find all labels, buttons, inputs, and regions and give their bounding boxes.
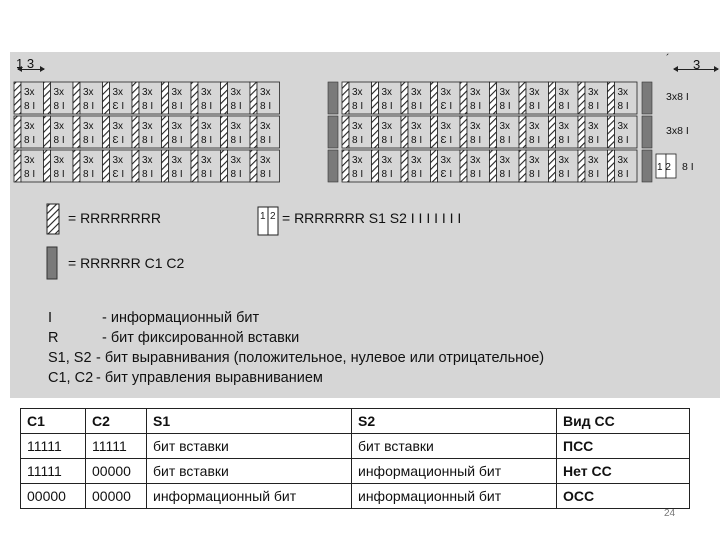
fixed-stuff-block bbox=[490, 82, 497, 114]
cell-label-bottom: Ɛ I bbox=[112, 101, 125, 112]
cell-label-bottom: 8 I bbox=[381, 169, 393, 180]
table-row bbox=[21, 434, 690, 459]
cell-label-top: 3x bbox=[201, 155, 212, 166]
fixed-stuff-block bbox=[460, 116, 467, 148]
control-bit-block bbox=[642, 116, 652, 148]
cell-label-bottom: 8 I bbox=[529, 135, 541, 146]
control-bit-block bbox=[642, 150, 652, 182]
cell-label-top: 3x bbox=[529, 87, 540, 98]
header-s1: S1 bbox=[147, 409, 352, 434]
control-bit-block bbox=[328, 150, 338, 182]
cell-s1: бит вставки bbox=[147, 459, 352, 484]
cell-label-bottom: 8 I bbox=[171, 135, 183, 146]
fixed-stuff-block bbox=[73, 116, 80, 148]
cell-label-bottom: 8 I bbox=[529, 169, 541, 180]
cell-label-bottom: 8 I bbox=[470, 135, 482, 146]
cell-label-top: 3x bbox=[142, 121, 153, 132]
cell-label-top: 3x bbox=[470, 87, 481, 98]
cell-label-top: 3x bbox=[499, 87, 511, 98]
cell-label-bottom: 8 I bbox=[24, 135, 36, 146]
cell-label-bottom: Ɛ I bbox=[112, 135, 125, 146]
cell-label-bottom: 8 I bbox=[201, 101, 213, 112]
table-row bbox=[21, 459, 690, 484]
cell-label-top: 3x bbox=[381, 87, 393, 98]
cell-label-bottom: 8 I bbox=[411, 135, 423, 146]
legend-gray-label: = RRRRRR C1 C2 bbox=[68, 255, 185, 271]
cell-label-top: 3x bbox=[529, 155, 540, 166]
cell-label-top: 3x bbox=[53, 87, 65, 98]
note-key: I bbox=[48, 310, 53, 326]
cell-label-top: 3x bbox=[352, 87, 363, 98]
cell-label-bottom: 8 I bbox=[230, 101, 242, 112]
cell-label-bottom: 8 I bbox=[230, 169, 242, 180]
cell-label-top: 3x bbox=[260, 87, 271, 98]
fixed-stuff-block bbox=[103, 116, 110, 148]
fixed-stuff-block bbox=[342, 150, 349, 182]
cell-label-top: 3x bbox=[411, 155, 422, 166]
cell-label-top: 3x bbox=[470, 121, 481, 132]
table-header-row bbox=[21, 409, 690, 434]
fixed-stuff-block bbox=[73, 82, 80, 114]
cell-label-bottom: 8 I bbox=[499, 169, 511, 180]
cell-label-top: 3x bbox=[588, 155, 599, 166]
legend-hatched-swatch bbox=[47, 204, 59, 234]
cell-label-top: 3x bbox=[112, 87, 124, 98]
cell-s2: информационный бит bbox=[352, 484, 557, 509]
cell-label-top: 3x bbox=[381, 121, 393, 132]
fixed-stuff-block bbox=[250, 150, 257, 182]
cell-label-bottom: 8 I bbox=[53, 101, 65, 112]
fixed-stuff-block bbox=[490, 150, 497, 182]
fixed-stuff-block bbox=[14, 150, 21, 182]
fixed-stuff-block bbox=[460, 82, 467, 114]
cell-label-bottom: Ɛ I bbox=[440, 169, 453, 180]
legend-gray-swatch bbox=[47, 247, 57, 279]
cell-label-top: 3x bbox=[24, 87, 35, 98]
fixed-stuff-block bbox=[372, 116, 379, 148]
legend-pair-label: = RRRRRRR S1 S2 I I I I I I I bbox=[282, 210, 462, 226]
cell-label-bottom: 8 I bbox=[529, 101, 541, 112]
row-end-label: 8 I bbox=[682, 161, 694, 173]
cell-label-top: 3x bbox=[470, 155, 481, 166]
fixed-stuff-block bbox=[162, 82, 169, 114]
cell-label-top: 3x bbox=[352, 121, 363, 132]
fixed-stuff-block bbox=[73, 150, 80, 182]
cell-label-bottom: 8 I bbox=[201, 135, 213, 146]
cell-label-bottom: 8 I bbox=[588, 135, 600, 146]
cell-label-bottom: 8 I bbox=[260, 101, 272, 112]
cell-label-bottom: 8 I bbox=[142, 135, 154, 146]
cell-label-bottom: 8 I bbox=[352, 135, 364, 146]
fixed-stuff-block bbox=[519, 82, 526, 114]
cell-label-bottom: 8 I bbox=[53, 169, 65, 180]
fixed-stuff-block bbox=[221, 150, 228, 182]
cell-label-bottom: 8 I bbox=[201, 169, 213, 180]
cell-label-bottom: 8 I bbox=[260, 135, 272, 146]
fixed-stuff-block bbox=[549, 82, 556, 114]
cell-label-bottom: 8 I bbox=[83, 101, 95, 112]
cell-label-top: 3x bbox=[201, 121, 212, 132]
cell-label-bottom: Ɛ I bbox=[112, 169, 125, 180]
note-text: - бит выравнивания (положительное, нулевое или отрицательное) bbox=[96, 350, 545, 366]
cell-label-bottom: 8 I bbox=[499, 135, 511, 146]
cell-label-top: 3x bbox=[617, 87, 629, 98]
note-key: R bbox=[48, 330, 59, 346]
control-bit-block bbox=[328, 116, 338, 148]
cell-label-top: 3x bbox=[440, 121, 452, 132]
fixed-stuff-block bbox=[372, 82, 379, 114]
cell-s1: бит вставки bbox=[147, 434, 352, 459]
cell-label-top: 3x bbox=[411, 87, 422, 98]
cell-label-top: 3x bbox=[24, 155, 35, 166]
fixed-stuff-block bbox=[103, 150, 110, 182]
fixed-stuff-block bbox=[431, 82, 438, 114]
cell-s1: информационный бит bbox=[147, 484, 352, 509]
fixed-stuff-block bbox=[191, 116, 198, 148]
cell-label-top: 3x bbox=[142, 155, 153, 166]
cell-label-top: 3x bbox=[588, 87, 599, 98]
cell-label-top: 3x bbox=[112, 121, 124, 132]
legend-hatched-label: = RRRRRRRR bbox=[68, 210, 161, 226]
cell-type: Нет СС bbox=[557, 459, 690, 484]
cell-label-bottom: 8 I bbox=[352, 169, 364, 180]
cell-label-top: 3x bbox=[142, 87, 153, 98]
svg-text:2: 2 bbox=[270, 211, 276, 222]
cell-label-bottom: 8 I bbox=[352, 101, 364, 112]
fixed-stuff-block bbox=[578, 116, 585, 148]
span-right-tick: ´ bbox=[666, 53, 670, 65]
cell-label-top: 3x bbox=[53, 155, 65, 166]
fixed-stuff-block bbox=[14, 116, 21, 148]
cell-label-top: 3x bbox=[411, 121, 422, 132]
cell-label-bottom: 8 I bbox=[588, 169, 600, 180]
fixed-stuff-block bbox=[578, 150, 585, 182]
cell-label-top: 3x bbox=[617, 121, 629, 132]
cell-label-top: 3x bbox=[260, 121, 271, 132]
cell-type: ПСС bbox=[557, 434, 690, 459]
cell-label-top: 3x bbox=[558, 87, 570, 98]
fixed-stuff-block bbox=[250, 82, 257, 114]
fixed-stuff-block bbox=[221, 82, 228, 114]
fixed-stuff-block bbox=[221, 116, 228, 148]
cell-label-bottom: 8 I bbox=[83, 135, 95, 146]
span-right-label: 3 bbox=[693, 57, 701, 72]
cell-label-bottom: 8 I bbox=[171, 101, 183, 112]
cell-label-bottom: 8 I bbox=[588, 101, 600, 112]
cell-label-bottom: 8 I bbox=[558, 135, 570, 146]
fixed-stuff-block bbox=[549, 150, 556, 182]
cell-label-top: 3x bbox=[171, 121, 183, 132]
fixed-stuff-block bbox=[44, 116, 51, 148]
cell-label-top: 3x bbox=[529, 121, 540, 132]
cell-label-top: 3x bbox=[588, 121, 599, 132]
cell-c1: 11111 bbox=[21, 434, 86, 459]
cell-label-top: 3x bbox=[440, 155, 452, 166]
cell-label-top: 3x bbox=[83, 155, 94, 166]
fixed-stuff-block bbox=[250, 116, 257, 148]
cell-label-top: 3x bbox=[83, 87, 94, 98]
svg-text:1: 1 bbox=[260, 211, 266, 222]
cell-label-top: 3x bbox=[617, 155, 629, 166]
fixed-stuff-block bbox=[608, 150, 615, 182]
fixed-stuff-block bbox=[162, 116, 169, 148]
fixed-stuff-block bbox=[191, 82, 198, 114]
row-end-pair-label: 1 2 bbox=[657, 162, 671, 173]
cell-label-top: 3x bbox=[352, 155, 363, 166]
fixed-stuff-block bbox=[372, 150, 379, 182]
header-s2: S2 bbox=[352, 409, 557, 434]
table-row bbox=[21, 484, 690, 509]
note-key: S1, S2 bbox=[48, 350, 92, 366]
fixed-stuff-block bbox=[519, 116, 526, 148]
fixed-stuff-block bbox=[401, 82, 408, 114]
fixed-stuff-block bbox=[578, 82, 585, 114]
cell-label-bottom: 8 I bbox=[558, 101, 570, 112]
cell-label-bottom: 8 I bbox=[260, 169, 272, 180]
fixed-stuff-block bbox=[342, 82, 349, 114]
fixed-stuff-block bbox=[401, 116, 408, 148]
cell-label-bottom: 8 I bbox=[470, 101, 482, 112]
fixed-stuff-block bbox=[44, 150, 51, 182]
page-number: 24 bbox=[664, 508, 676, 519]
fixed-stuff-block bbox=[342, 116, 349, 148]
fixed-stuff-block bbox=[44, 82, 51, 114]
cell-label-top: 3x bbox=[499, 121, 511, 132]
fixed-stuff-block bbox=[103, 82, 110, 114]
cell-label-top: 3x bbox=[230, 121, 242, 132]
header-c1: C1 bbox=[21, 409, 86, 434]
note-text: - бит управления выравниванием bbox=[96, 370, 323, 386]
cell-c2: 00000 bbox=[86, 484, 147, 509]
fixed-stuff-block bbox=[431, 116, 438, 148]
cell-label-bottom: Ɛ I bbox=[440, 135, 453, 146]
span-left-label: 1 3 bbox=[16, 56, 35, 71]
cell-label-top: 3x bbox=[230, 155, 242, 166]
cell-label-bottom: 8 I bbox=[83, 169, 95, 180]
frame-structure-panel bbox=[10, 52, 720, 398]
cell-label-bottom: 8 I bbox=[499, 101, 511, 112]
cell-label-bottom: 8 I bbox=[142, 101, 154, 112]
header-type: Вид СС bbox=[557, 409, 690, 434]
cell-label-bottom: 8 I bbox=[411, 169, 423, 180]
cell-label-bottom: 8 I bbox=[617, 101, 629, 112]
cell-label-top: 3x bbox=[201, 87, 212, 98]
cell-label-bottom: 8 I bbox=[411, 101, 423, 112]
fixed-stuff-block bbox=[608, 82, 615, 114]
cell-s2: информационный бит bbox=[352, 459, 557, 484]
legend-pair-box bbox=[258, 207, 278, 235]
cell-label-bottom: 8 I bbox=[381, 101, 393, 112]
fixed-stuff-block bbox=[132, 116, 139, 148]
cell-label-bottom: 8 I bbox=[24, 101, 36, 112]
cell-label-top: 3x bbox=[440, 87, 452, 98]
cell-label-top: 3x bbox=[83, 121, 94, 132]
fixed-stuff-block bbox=[401, 150, 408, 182]
cell-label-top: 3x bbox=[381, 155, 393, 166]
note-text: - информационный бит bbox=[102, 310, 260, 326]
fixed-stuff-block bbox=[549, 116, 556, 148]
cell-c2: 00000 bbox=[86, 459, 147, 484]
justification-table bbox=[20, 408, 690, 509]
control-bit-block bbox=[328, 82, 338, 114]
fixed-stuff-block bbox=[608, 116, 615, 148]
fixed-stuff-block bbox=[132, 150, 139, 182]
control-bit-block bbox=[642, 82, 652, 114]
fixed-stuff-block bbox=[162, 150, 169, 182]
cell-label-bottom: 8 I bbox=[617, 169, 629, 180]
cell-s2: бит вставки bbox=[352, 434, 557, 459]
cell-label-top: 3x bbox=[171, 155, 183, 166]
fixed-stuff-block bbox=[191, 150, 198, 182]
cell-label-top: 3x bbox=[558, 121, 570, 132]
cell-label-bottom: 8 I bbox=[470, 169, 482, 180]
fixed-stuff-block bbox=[14, 82, 21, 114]
note-text: - бит фиксированной вставки bbox=[102, 330, 300, 346]
fixed-stuff-block bbox=[519, 150, 526, 182]
cell-label-bottom: Ɛ I bbox=[440, 101, 453, 112]
cell-label-bottom: 8 I bbox=[617, 135, 629, 146]
cell-label-top: 3x bbox=[171, 87, 183, 98]
row-end-label: 3x8 I bbox=[666, 91, 689, 103]
cell-label-top: 3x bbox=[558, 155, 570, 166]
cell-label-top: 3x bbox=[24, 121, 35, 132]
cell-c1: 00000 bbox=[21, 484, 86, 509]
cell-c1: 11111 bbox=[21, 459, 86, 484]
note-key: C1, C2 bbox=[48, 370, 94, 386]
cell-label-bottom: 8 I bbox=[171, 169, 183, 180]
cell-label-bottom: 8 I bbox=[24, 169, 36, 180]
fixed-stuff-block bbox=[431, 150, 438, 182]
fixed-stuff-block bbox=[132, 82, 139, 114]
cell-type: ОСС bbox=[557, 484, 690, 509]
cell-label-top: 3x bbox=[499, 155, 511, 166]
cell-label-top: 3x bbox=[260, 155, 271, 166]
cell-label-top: 3x bbox=[112, 155, 124, 166]
fixed-stuff-block bbox=[460, 150, 467, 182]
cell-label-bottom: 8 I bbox=[230, 135, 242, 146]
cell-label-bottom: 8 I bbox=[142, 169, 154, 180]
cell-label-top: 3x bbox=[53, 121, 65, 132]
header-c2: C2 bbox=[86, 409, 147, 434]
cell-label-bottom: 8 I bbox=[558, 169, 570, 180]
cell-label-top: 3x bbox=[230, 87, 242, 98]
fixed-stuff-block bbox=[490, 116, 497, 148]
row-end-label: 3x8 I bbox=[666, 125, 689, 137]
cell-label-bottom: 8 I bbox=[53, 135, 65, 146]
cell-label-bottom: 8 I bbox=[381, 135, 393, 146]
cell-c2: 11111 bbox=[86, 434, 147, 459]
